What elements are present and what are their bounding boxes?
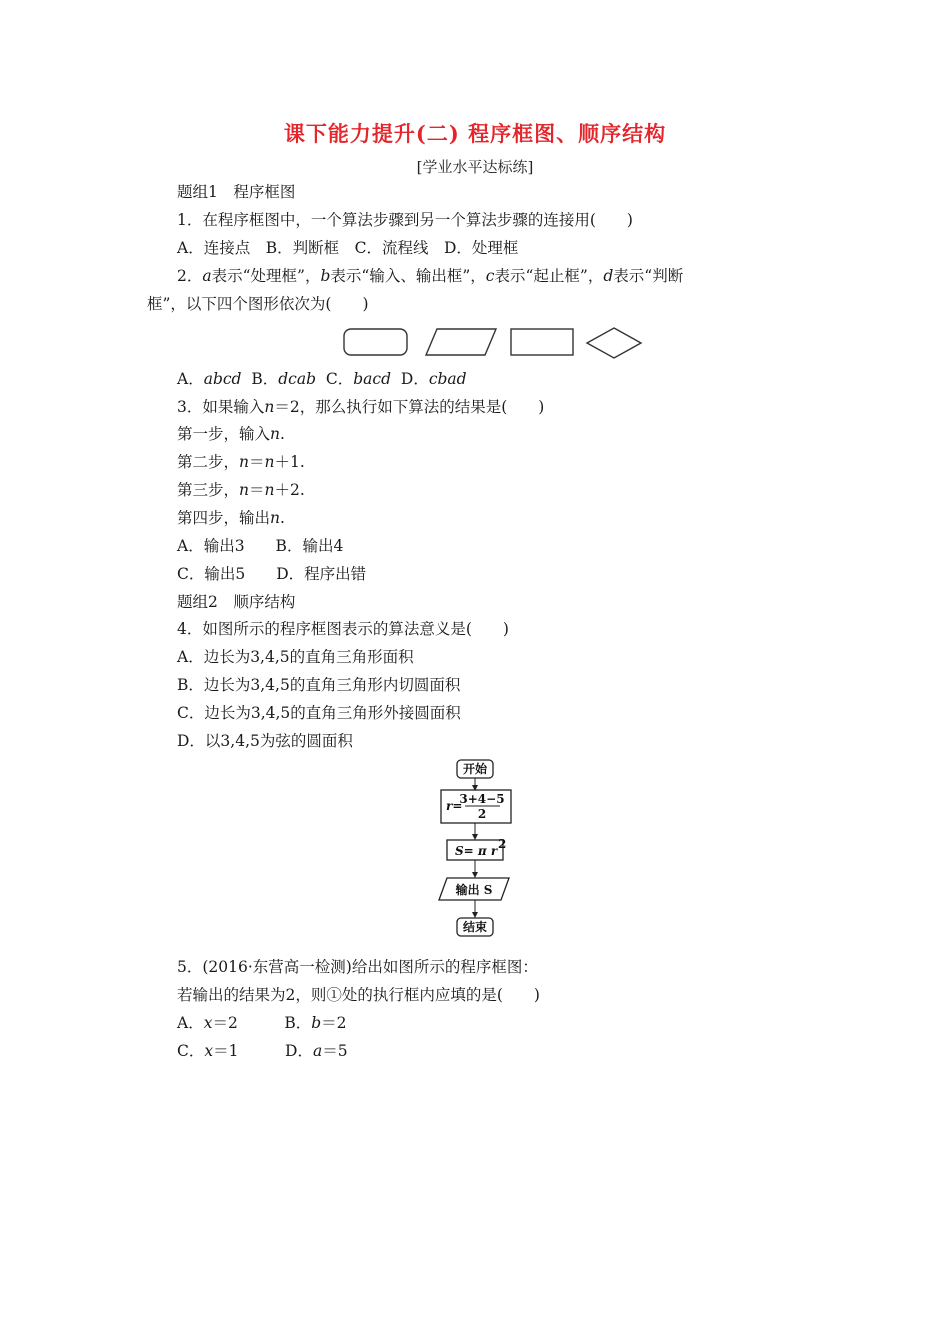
diamond-shape <box>587 328 641 358</box>
q4-option-d: D．以3,4,5为弦的圆面积 <box>177 732 353 750</box>
q3-step4: 第四步，输出n. <box>177 509 285 527</box>
q3-step2: 第二步，n＝n＋1. <box>177 453 305 471</box>
q5-stem: 5．(2016·东营高一检测)给出如图所示的程序框图： <box>177 958 538 976</box>
q2-stem-continued: 框”，以下四个图形依次为( ) <box>147 295 369 313</box>
q3-stem: 3．如果输入n＝2，那么执行如下算法的结果是( ) <box>177 398 545 416</box>
flow-s-exponent: 2 <box>498 837 507 851</box>
flow-r-var: r= <box>446 799 463 813</box>
flow-s-formula: S= π r <box>455 844 498 858</box>
parallelogram-shape <box>426 329 496 355</box>
group2-heading: 题组2 顺序结构 <box>177 593 296 611</box>
flow-end-label: 结束 <box>462 920 488 934</box>
q2-options: A．abcd B．dcab C．bacd D．cbad <box>177 370 467 388</box>
rectangle-shape <box>511 329 573 355</box>
q2-shapes-figure <box>340 323 650 363</box>
q3-step3: 第三步，n＝n＋2. <box>177 481 305 499</box>
q4-option-c: C．边长为3,4,5的直角三角形外接圆面积 <box>177 704 461 722</box>
page-title: 课下能力提升(二) 程序框图、顺序结构 <box>283 121 667 146</box>
q4-option-a: A．边长为3,4,5的直角三角形面积 <box>177 648 414 666</box>
group1-heading: 题组1 程序框图 <box>177 183 296 201</box>
flow-output-label: 输出 S <box>455 883 493 897</box>
section-subtitle: [学业水平达标练] <box>416 158 534 176</box>
q2-stem: 2．a表示“处理框”，b表示“输入、输出框”，c表示“起止框”，d表示“判断 <box>177 267 684 285</box>
q4-flowchart <box>435 758 525 940</box>
q1-stem: 1．在程序框图中，一个算法步骤到另一个算法步骤的连接用( ) <box>177 211 633 229</box>
q4-option-b: B．边长为3,4,5的直角三角形内切圆面积 <box>177 676 461 694</box>
q3-options-row1: A．输出3 B．输出4 <box>177 537 344 555</box>
rounded-rect-shape <box>344 329 407 355</box>
q3-options-row2: C．输出5 D．程序出错 <box>177 565 367 583</box>
flow-start-label: 开始 <box>462 762 488 776</box>
flow-r-denominator: 2 <box>477 807 487 821</box>
q5-options-row1: A．x＝2 B．b＝2 <box>177 1014 347 1032</box>
q5-options-row2: C．x＝1 D．a＝5 <box>177 1042 348 1060</box>
q4-stem: 4．如图所示的程序框图表示的算法意义是( ) <box>177 620 509 638</box>
q1-options: A．连接点 B．判断框 C．流程线 D．处理框 <box>177 239 519 257</box>
flow-r-numerator: 3+4−5 <box>459 792 505 806</box>
q5-stem-2: 若输出的结果为2，则①处的执行框内应填的是( ) <box>177 986 540 1004</box>
q3-step1: 第一步，输入n. <box>177 425 285 443</box>
